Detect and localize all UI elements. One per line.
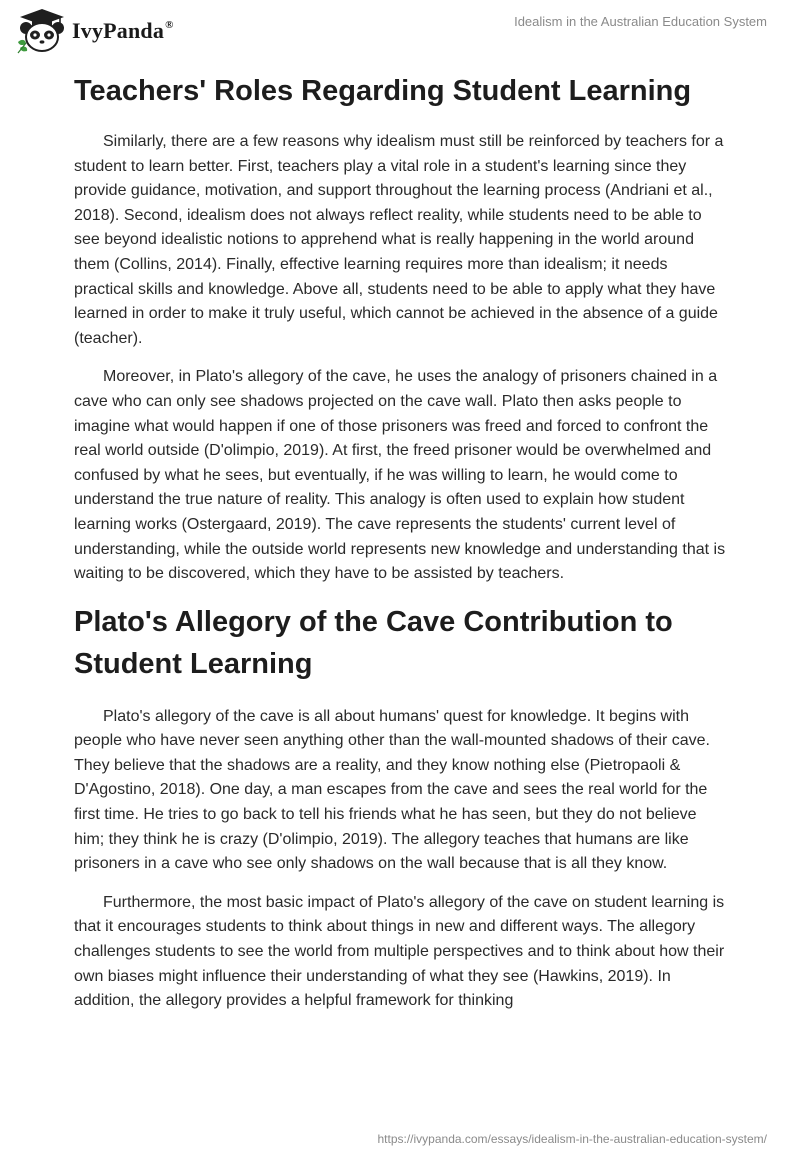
page-header [0,0,800,64]
document-title: Idealism in the Australian Education System [514,14,767,29]
section-heading: Plato's Allegory of the Cave Contribution to Student Learning [74,605,673,680]
brand-name: IvyPanda® [72,18,174,43]
essay-content [74,66,726,1028]
paragraph: Similarly, there are a few reasons why idealism must still be reinforced by teachers for a student to learn better. First, teachers play a vital role in a student's learning since they provide guidance, motivation, and support throughout the learning process (Andriani et al., 2018). Second, idealism does not always reflect reality, while students need to be able to see beyond idealistic notions to apprehend what is really happening in the world around them (Collins, 2014). Finally, effective learning requires more than idealism; it needs practical skills and knowledge. Above all, students need to be able to apply what they have learned in order to make it truly useful, which cannot be achieved in the absence of a guide (teacher). [74,133,724,347]
paragraph: Moreover, in Plato's allegory of the cave, he uses the analogy of prisoners chained in a cave who can only see shadows projected on the cave wall. Plato then asks people to imagine what would happen if one of those prisoners was freed and forced to confront the real world outside (D'olimpio, 2019). At first, the freed prisoner would be overwhelmed and confused by what he sees, but eventually, if he was willing to learn, he would come to understand the true nature of reality. This analogy is often used to explain how student learning works (Ostergaard, 2019). The cave represents the students' current level of understanding, while the outside world represents new knowledge and understanding that is waiting to be discovered, which they have to be assisted by teachers. [74,368,726,583]
source-url[interactable]: https://ivypanda.com/essays/idealism-in-the-australian-education-system/ [377,1132,767,1146]
paragraph: Furthermore, the most basic impact of Plato's allegory of the cave on student learning is that it encourages students to think about things in new and different ways. The allegory challenges students to see the world from multiple perspectives and to think about how their own biases might influence their understanding of what they see (Hawkins, 2019). In addition, the allegory provides a helpful framework for thinking [74,893,725,1010]
section-heading: Teachers' Roles Regarding Student Learning [74,75,692,107]
paragraph: Plato's allegory of the cave is all about humans' quest for knowledge. It begins with people who have never seen anything other than the wall-mounted shadows of their cave. They believe that the shadows are a reality, and they know nothing else (Pietropaoli & D'Agostino, 2018). One day, a man escapes from the cave and sees the real world for the first time. He tries to go back to tell his friends what he has seen, but they do not believe him; they think he is crazy (D'olimpio, 2019). The allegory teaches that humans are like prisoners in a cave who see only shadows on the wall because that is all they know. [74,707,710,873]
ivypanda-logo[interactable] [16,8,174,54]
registered-mark: ® [165,19,174,31]
panda-graduate-icon [16,8,68,54]
